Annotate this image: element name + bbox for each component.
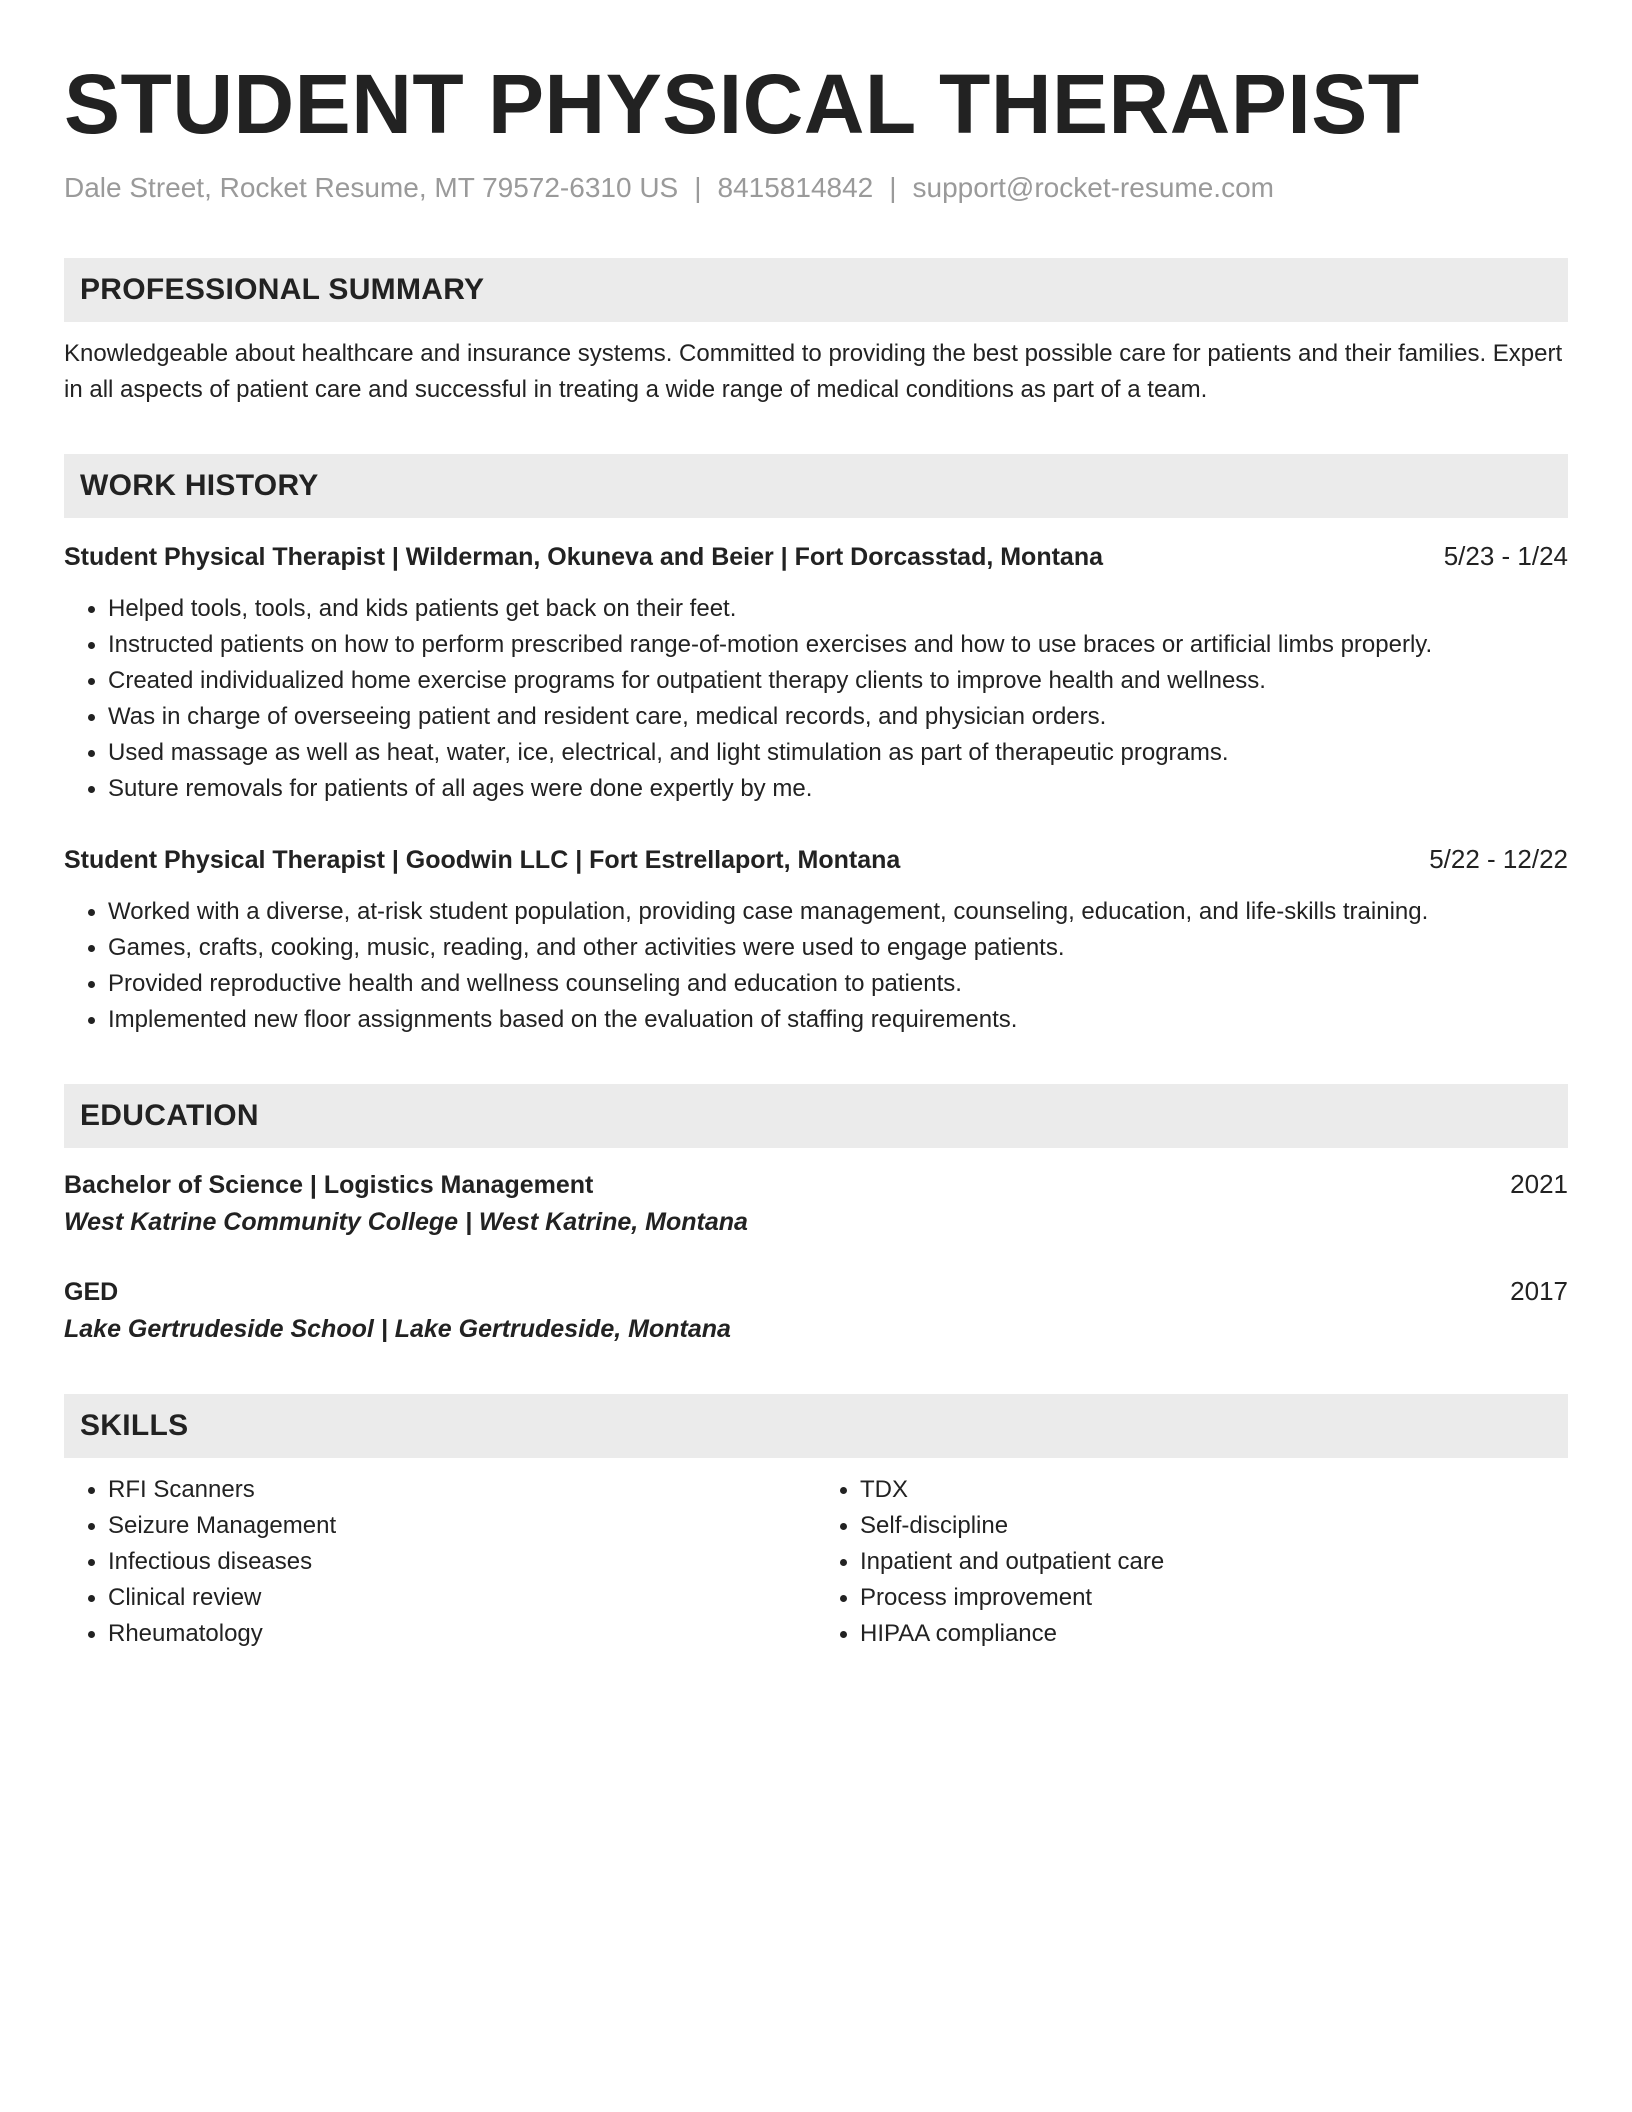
section-header-skills: SKILLS: [64, 1394, 1568, 1458]
job-bullet: • Helped tools, tools, and kids patients get back on their feet.: [108, 591, 1568, 627]
education-degree: GED: [64, 1278, 119, 1306]
education-entry: [64, 1166, 1568, 1241]
section-header-work-history: WORK HISTORY: [64, 454, 1568, 518]
skill-item: • Process improvement: [860, 1580, 1568, 1616]
skill-item: • TDX: [860, 1472, 1568, 1508]
job-dates: 5/23 - 1/24: [1443, 541, 1568, 571]
education-entry: [64, 1273, 1568, 1348]
job-dates: 5/22 - 12/22: [1429, 844, 1568, 874]
job-entry: [64, 841, 1568, 1038]
summary-text: Knowledgeable about healthcare and insurance systems. Committed to providing the best possible care for patients and their families. Expert in all aspects of patient care and successful in treating a wide range of medical conditions as part of a team.: [64, 340, 1563, 403]
job-bullets: [64, 591, 1568, 807]
skills-columns: [64, 1472, 1568, 1652]
education-year: 2017: [1510, 1276, 1568, 1306]
job-bullet: • Suture removals for patients of all ages were done expertly by me.: [108, 771, 1568, 807]
skill-item: • Rheumatology: [108, 1616, 816, 1652]
contact-address: Dale Street, Rocket Resume, MT 79572-6310 US: [64, 172, 679, 203]
job-entry: [64, 538, 1568, 807]
job-bullet: • Instructed patients on how to perform prescribed range-of-motion exercises and how to use braces or artificial limbs properly.: [108, 627, 1568, 663]
job-bullet: • Worked with a diverse, at-risk student population, providing case management, counseling, education, and life-skills training.: [108, 894, 1568, 930]
job-header: [64, 841, 1568, 878]
skill-item: • Infectious diseases: [108, 1544, 816, 1580]
job-bullet: • Provided reproductive health and wellness counseling and education to patients.: [108, 966, 1568, 1002]
education-header: [64, 1166, 1568, 1203]
job-bullet: • Created individualized home exercise programs for outpatient therapy clients to improve health and wellness.: [108, 663, 1568, 699]
job-bullets: [64, 894, 1568, 1038]
skills-list-left: [64, 1472, 816, 1652]
skills-list-right: [816, 1472, 1568, 1652]
education-school: West Katrine Community College | West Katrine, Montana: [64, 1208, 748, 1236]
job-title: Student Physical Therapist | Goodwin LLC | Fort Estrellaport, Montana: [64, 846, 901, 874]
job-bullet: • Was in charge of overseeing patient and resident care, medical records, and physician orders.: [108, 699, 1568, 735]
education-school: Lake Gertrudeside School | Lake Gertrudeside, Montana: [64, 1315, 731, 1343]
section-header-education: EDUCATION: [64, 1084, 1568, 1148]
section-header-summary: PROFESSIONAL SUMMARY: [64, 258, 1568, 322]
skill-item: • RFI Scanners: [108, 1472, 816, 1508]
job-bullet: • Used massage as well as heat, water, ice, electrical, and light stimulation as part of therapeutic programs.: [108, 735, 1568, 771]
education-header: [64, 1273, 1568, 1310]
contact-email: support@rocket-resume.com: [912, 172, 1274, 203]
skill-item: • HIPAA compliance: [860, 1616, 1568, 1652]
job-header: [64, 538, 1568, 575]
skill-item: • Inpatient and outpatient care: [860, 1544, 1568, 1580]
contact-separator: |: [694, 172, 702, 203]
education-year: 2021: [1510, 1169, 1568, 1199]
job-bullet: • Games, crafts, cooking, music, reading, and other activities were used to engage patients.: [108, 930, 1568, 966]
education-degree: Bachelor of Science | Logistics Management: [64, 1171, 594, 1199]
contact-phone: 8415814842: [717, 172, 874, 203]
job-bullet: • Implemented new floor assignments based on the evaluation of staffing requirements.: [108, 1002, 1568, 1038]
job-title: Student Physical Therapist | Wilderman, Okuneva and Beier | Fort Dorcasstad, Montana: [64, 543, 1104, 571]
contact-separator: |: [889, 172, 897, 203]
skill-item: • Self-discipline: [860, 1508, 1568, 1544]
contact-line: [64, 170, 1568, 206]
candidate-name: STUDENT PHYSICAL THERAPIST: [64, 57, 1420, 151]
skill-item: • Clinical review: [108, 1580, 816, 1616]
skill-item: • Seizure Management: [108, 1508, 816, 1544]
